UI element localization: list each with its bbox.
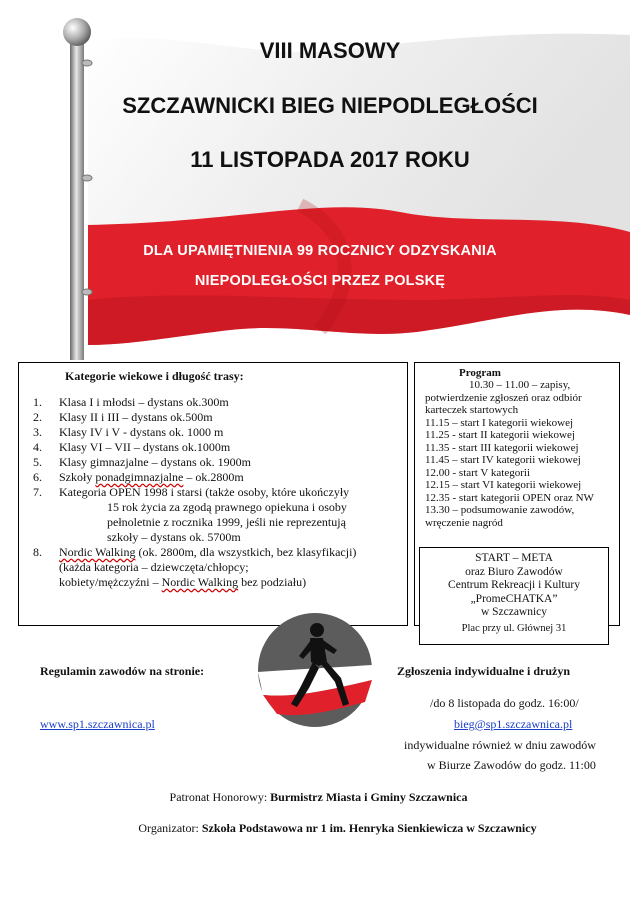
start-meta-line: Centrum Rekreacji i Kultury	[448, 579, 580, 591]
list-item: 8. Nordic Walking (ok. 2800m, dla wszystkich, bez klasyfikacji)	[33, 545, 357, 559]
organizer	[0, 821, 637, 836]
schedule-line: 13.30 – podsumowanie zawodów,	[425, 504, 575, 516]
schedule-line: wręczenie nagród	[425, 516, 503, 529]
schedule-line: 11.35 - start III kategorii wiekowej	[425, 441, 579, 454]
schedule-line: 12.35 - start kategorii OPEN oraz NW	[425, 491, 594, 504]
start-meta-box	[419, 547, 609, 645]
start-meta-line: START – META	[475, 552, 553, 564]
list-item: 3. Klasy IV i V - dystans ok. 1000 m	[33, 425, 224, 439]
list-item-continuation: pełnoletnie z rocznika 1999, jeśli nie reprezentują	[107, 515, 346, 529]
registration-onsite-note: indywidualne również w dniu zawodów	[404, 738, 596, 752]
organizer-label: Organizator:	[138, 821, 202, 835]
list-item: 7. Kategoria OPEN 1998 i starsi (także osoby, które ukończyły	[33, 485, 350, 499]
registration-onsite-deadline: w Biurze Zawodów do godz. 11:00	[427, 758, 596, 772]
categories-box	[18, 362, 408, 626]
categories-list	[33, 395, 403, 590]
schedule-line: 12.15 – start VI kategorii wiekowej	[425, 479, 582, 491]
list-item: 5. Klasy gimnazjalne – dystans ok. 1900m	[33, 455, 251, 469]
commemoration-line-2: NIEPODLEGŁOŚCI PRZEZ POLSKĘ	[194, 273, 446, 289]
list-item: 1. Klasa I i młodsi – dystans ok.300m	[33, 395, 229, 409]
schedule-line: 11.45 – start IV kategorii wiekowej	[425, 454, 581, 466]
start-meta-address: Plac przy ul. Głównej 31	[461, 622, 567, 634]
list-item-continuation: 15 rok życia za zgodą prawnego opiekuna i osoby	[107, 500, 347, 514]
categories-title: Kategorie wiekowe i długość trasy:	[65, 369, 244, 383]
flag-pole	[70, 40, 84, 360]
schedule-line: potwierdzenie zgłoszeń oraz odbiór	[425, 391, 582, 404]
schedule-line: 12.00 - start V kategorii	[425, 466, 530, 479]
schedule-line: karteczek startowych	[425, 404, 519, 416]
event-edition-title: VIII MASOWY	[259, 38, 401, 63]
commemoration-line-1: DLA UPAMIĘTNIENIA 99 ROCZNICY ODZYSKANIA	[143, 243, 497, 259]
patronage-value: Burmistrz Miasta i Gminy Szczawnica	[270, 790, 468, 804]
list-item-continuation: kobiety/mężczyźni – Nordic Walking bez podziału)	[59, 575, 307, 589]
registration-deadline: /do 8 listopada do godz. 16:00/	[430, 696, 579, 710]
registration-email-link[interactable]: bieg@sp1.szczawnica.pl	[454, 717, 573, 731]
list-item: 2. Klasy II i III – dystans ok.500m	[33, 410, 213, 424]
program-title: Program	[459, 367, 501, 379]
event-name-title: SZCZAWNICKI BIEG NIEPODLEGŁOŚCI	[122, 93, 538, 118]
patronage-label: Patronat Honorowy:	[169, 790, 271, 804]
schedule-line: 10.30 – 11.00 – zapisy,	[469, 379, 571, 391]
start-meta-line: oraz Biuro Zawodów	[465, 565, 563, 578]
runner-logo-icon	[255, 610, 375, 730]
organizer-value: Szkoła Podstawowa nr 1 im. Henryka Sienkiewicza w Szczawnicy	[201, 821, 537, 835]
rules-website-link[interactable]: www.sp1.szczawnica.pl	[40, 717, 155, 731]
start-meta-line: „PromeCHATKA”	[470, 592, 558, 605]
list-item: 4. Klasy VI – VII – dystans ok.1000m	[33, 440, 231, 454]
schedule-line: 11.25 - start II kategorii wiekowej	[425, 429, 575, 441]
list-item: 6. Szkoły ponadgimnazjalne – ok.2800m	[33, 470, 244, 484]
start-meta-line: w Szczawnicy	[480, 606, 548, 618]
registration-label: Zgłoszenia indywidualne i drużyn	[397, 664, 571, 678]
list-item-continuation: (każda kategoria – dziewczęta/chłopcy;	[59, 560, 249, 574]
honorary-patronage	[0, 790, 637, 805]
list-item-continuation: szkoły – dystans ok. 5700m	[107, 530, 241, 544]
schedule-line: 11.15 – start I kategorii wiekowej	[425, 416, 574, 429]
event-date-title: 11 LISTOPADA 2017 ROKU	[190, 147, 470, 172]
rules-label: Regulamin zawodów na stronie:	[40, 664, 205, 678]
program-schedule	[425, 379, 619, 529]
